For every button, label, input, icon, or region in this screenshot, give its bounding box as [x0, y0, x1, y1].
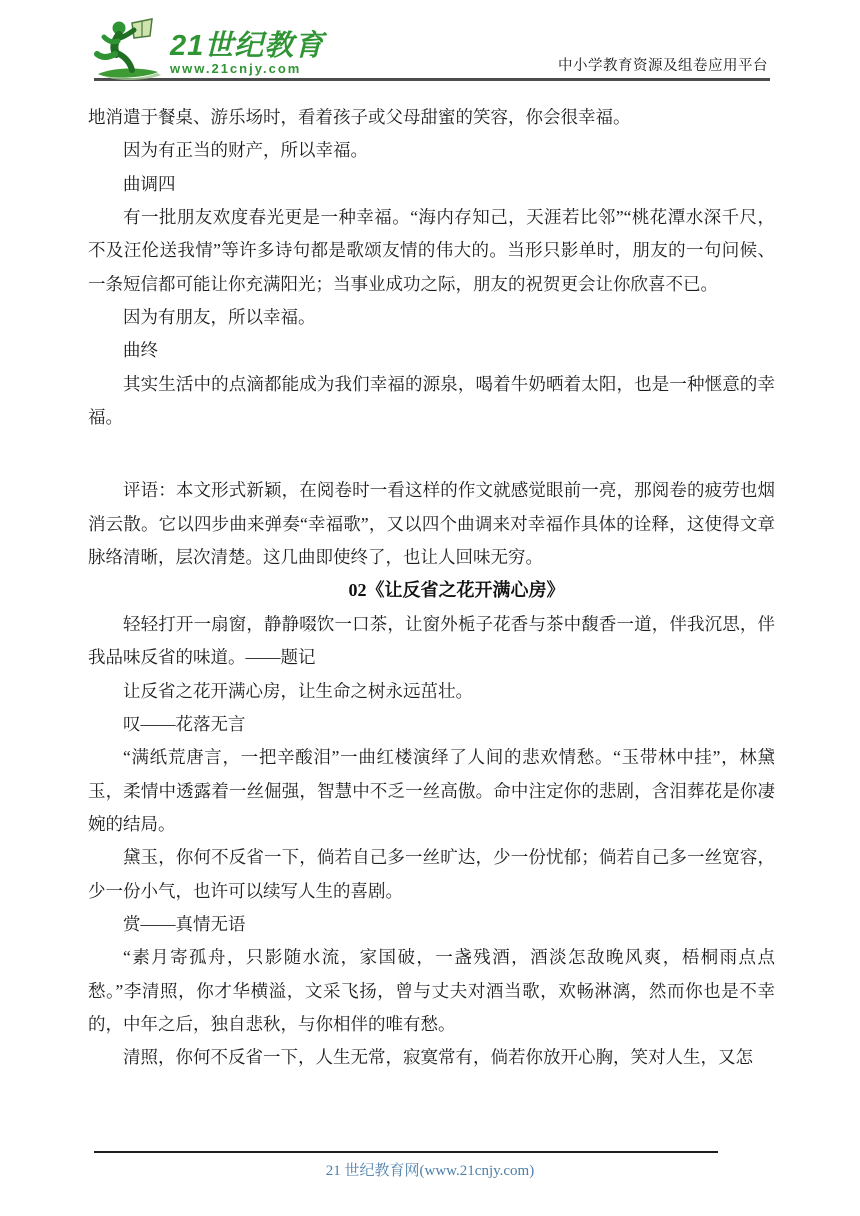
footer-site-text: 21 世纪教育网(www.21cnjy.com)	[325, 1163, 535, 1179]
brand-name: 21世纪教育	[170, 30, 325, 62]
paragraph: 其实生活中的点滴都能成为我们幸福的源泉，喝着牛奶晒着太阳，也是一种惬意的幸福。	[88, 373, 775, 428]
paragraph: 地消遣于餐桌、游乐场时，看着孩子或父母甜蜜的笑容，你会很幸福。	[88, 107, 631, 127]
paragraph: 赏——真情无语	[123, 913, 246, 934]
essay2-paragraphs	[88, 608, 775, 1075]
footer-divider	[94, 1151, 718, 1153]
paragraph: 曲调四	[123, 173, 176, 194]
essay1-comment	[88, 474, 775, 574]
paragraph: 曲终	[123, 340, 158, 361]
essay2-title: 02《让反省之花开满心房》	[348, 580, 565, 601]
brand-logo	[94, 18, 324, 80]
document-body	[88, 101, 775, 1075]
paragraph: 因为有正当的财产，所以幸福。	[123, 140, 368, 161]
brand-text-block	[170, 31, 324, 80]
platform-tagline: 中小学教育资源及组卷应用平台	[558, 58, 768, 74]
paragraph: 有一批朋友欢度春光更是一种幸福。“海内存知己，天涯若比邻”“桃花潭水深千尺，不及汪伦送我情”等许多诗句都是歌颂友情的伟大的。当形只影单时，朋友的一句问候、一条短信都可能让你充满阳光；当事业成功之际，朋友的祝贺更会让你欣喜不已。	[88, 207, 775, 294]
brand-site-url: www.21cnjy.com	[170, 61, 302, 76]
paragraph: 让反省之花开满心房，让生命之树永远茁壮。	[123, 680, 473, 701]
paragraph: “素月寄孤舟，只影随水流，家国破，一盏残酒，酒淡怎敌晚风爽，梧桐雨点点愁。”李清照，你才华横溢，文采飞扬，曾与丈夫对酒当歌，欢畅淋漓，然而你也是不幸的，中年之后，独自悲秋，与你相伴的唯有愁。	[88, 947, 775, 1034]
paragraph: 黛玉，你何不反省一下，倘若自己多一丝旷达，少一份忧郁；倘若自己多一丝宽容，少一份小气，也许可以续写人生的喜剧。	[88, 847, 775, 901]
paragraph: 叹——花落无言	[123, 713, 246, 734]
paragraph: 清照，你何不反省一下，人生无常，寂寞常有，倘若你放开心胸，笑对人生，又怎	[123, 1047, 753, 1068]
comment-paragraph: 评语：本文形式新颖，在阅卷时一看这样的作文就感觉眼前一亮，那阅卷的疲劳也烟消云散。它以四步曲来弹奏“幸福歌”，又以四个曲调来对幸福作具体的诠释，这使得文章脉络清晰，层次清楚。这几曲即使终了，也让人回味无穷。	[88, 480, 775, 568]
essay1-paragraphs	[88, 101, 775, 434]
paragraph: “满纸荒唐言，一把辛酸泪”一曲红楼演绎了人间的悲欢情愁。“玉带林中挂”，林黛玉，柔情中透露着一丝倔强，智慧中不乏一丝高傲。命中注定你的悲剧，含泪葬花是你凄婉的结局。	[88, 747, 775, 834]
runner-with-book-icon	[94, 18, 168, 80]
paragraph: 因为有朋友，所以幸福。	[123, 307, 316, 328]
paragraph: 轻轻打开一扇窗，静静啜饮一口茶，让窗外栀子花香与茶中馥香一道，伴我沉思，伴我品味反省的味道。——题记	[88, 613, 775, 668]
page-header	[94, 22, 770, 81]
